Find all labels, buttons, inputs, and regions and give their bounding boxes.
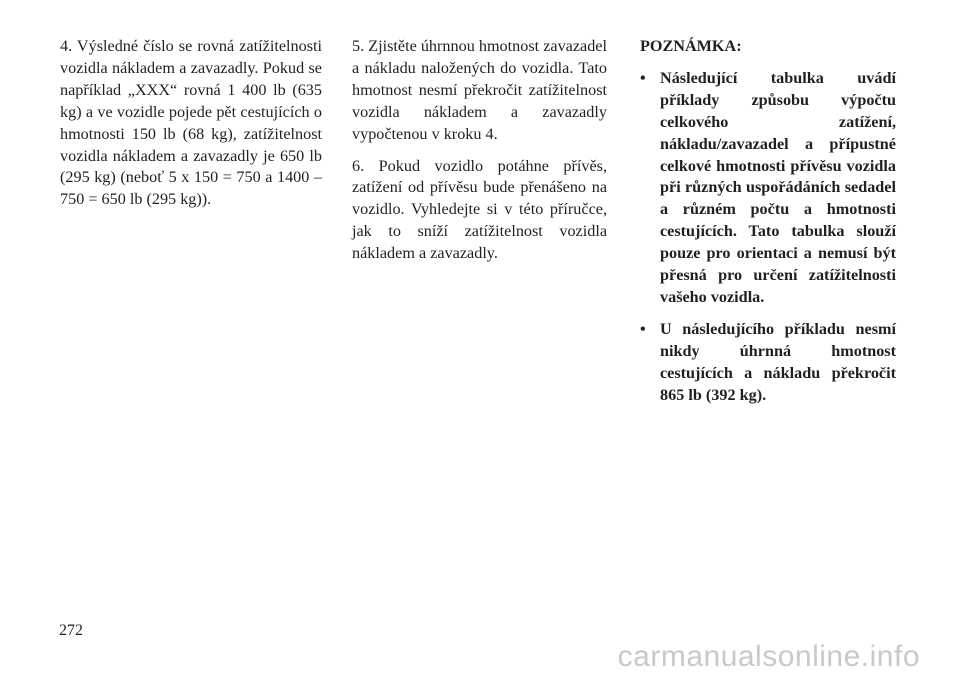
- note-heading: POZNÁMKA:: [640, 37, 742, 55]
- step-6-paragraph: 6. Pokud vozidlo potáhne přívěs, zatížení od přívěsu bude přenášeno na vozidlo. Vyhledejte si v této příručce, jak to sníží zatížitelnost vozidla nákladem a zavazadly.: [352, 156, 607, 263]
- text-column-middle: [352, 36, 607, 275]
- text-column-left: [60, 36, 322, 221]
- note-bullet-item: [640, 319, 896, 407]
- step-5-paragraph: 5. Zjistěte úhrnnou hmotnost zavazadel a nákladu naložených do vozidla. Tato hmotnost nesmí překročit zatížitelnost vozidla nákladem a zavazadly vypočtenou v kroku 4.: [352, 37, 607, 143]
- bullet-icon: •: [640, 319, 646, 338]
- note-bullet-text: Následující tabulka uvádí příklady způsobu výpočtu celkového zatížení, nákladu/zavazadel a přípustné celkové hmotnosti přívěsu vozidla při různých uspořádáních sedadel a různém počtu a hmotnosti cestujících. Tato tabulka slouží pouze pro orientaci a nemusí být přesná pro určení zatížitelnosti vašeho vozidla.: [660, 68, 896, 306]
- watermark-logo: carmanualsonline.info: [617, 640, 920, 673]
- bullet-icon: •: [640, 68, 646, 87]
- note-column: [640, 36, 896, 417]
- note-bullet-item: [640, 68, 896, 309]
- step-4-paragraph: 4. Výsledné číslo se rovná zatížitelnosti vozidla nákladem a zavazadly. Pokud se například „XXX“ rovná 1 400 lb (635 kg) a ve vozidle pojede pět cestujících o hmotnosti 150 lb (68 kg), zatížitelnost vozidla nákladem a zavazadly je 650 lb (295 kg) (neboť 5 x 150 = 750 a 1400 – 750 = 650 lb (295 kg)).: [60, 37, 322, 209]
- page-number: 272: [59, 622, 83, 639]
- note-bullet-text: U následujícího příkladu nesmí nikdy úhrnná hmotnost cestujících a nákladu překročit 865 lb (392 kg).: [660, 319, 896, 404]
